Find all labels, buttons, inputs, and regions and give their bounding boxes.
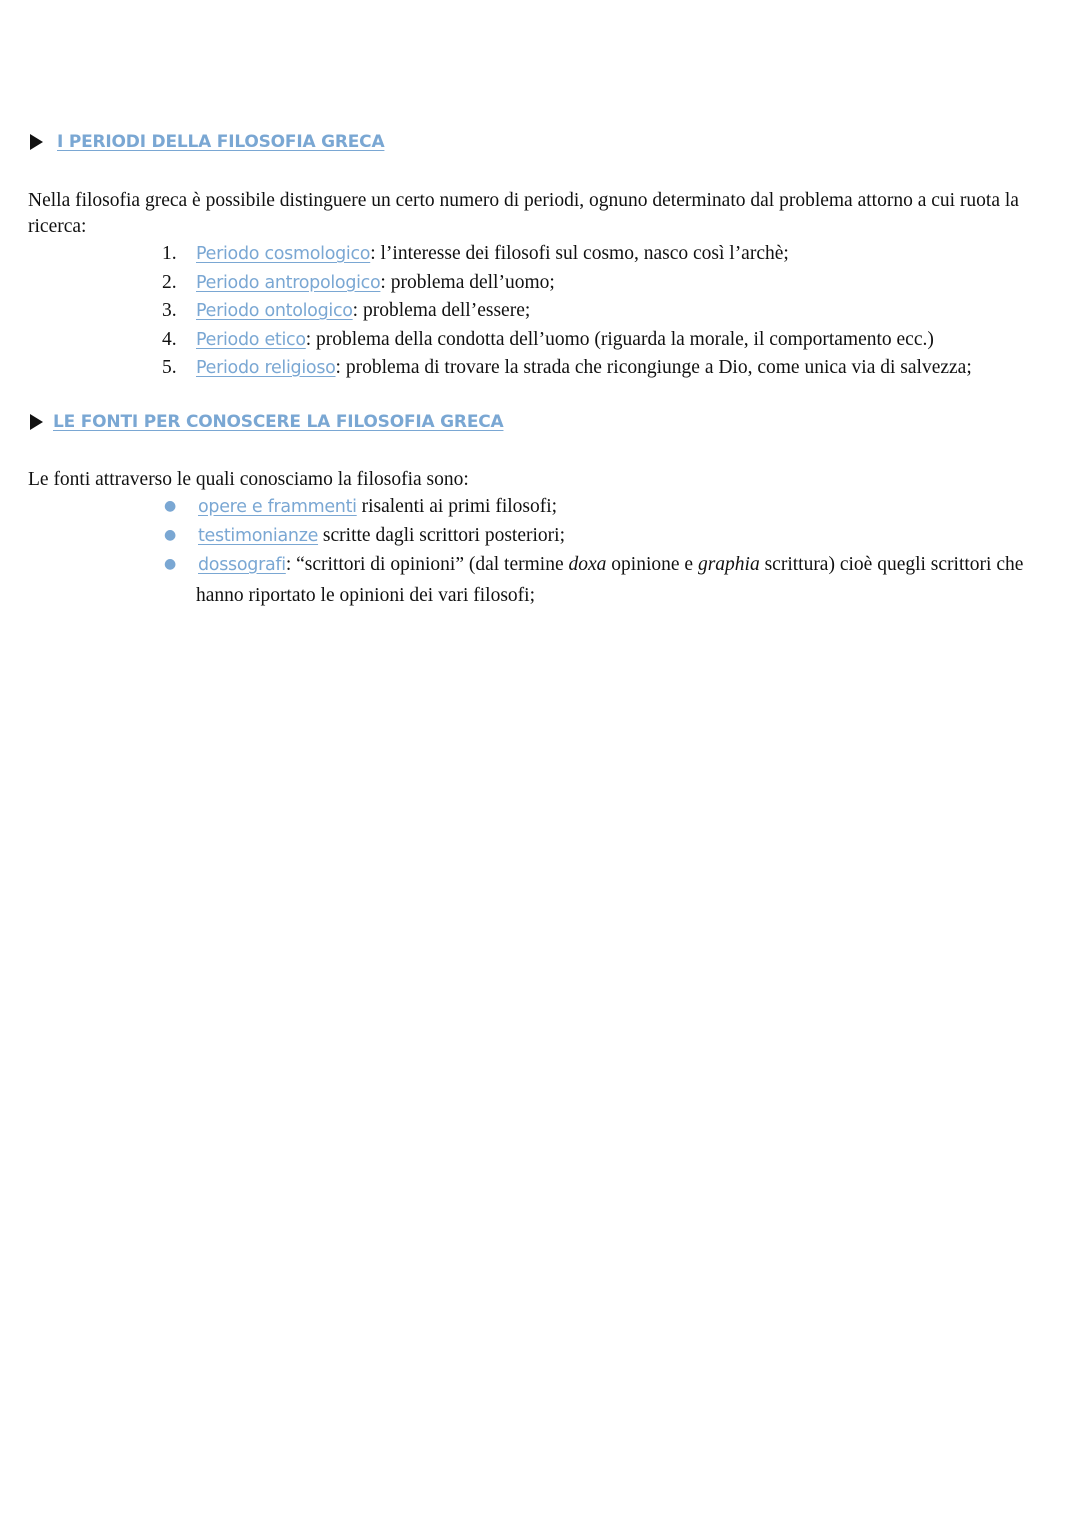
heading-text: I PERIODI DELLA FILOSOFIA GRECA (57, 132, 385, 152)
term-link: opere e frammenti (198, 497, 357, 517)
list-item (162, 296, 1042, 326)
section-heading-fonti (30, 412, 503, 432)
item-text: : “scrittori di opinioni” (dal termine (285, 554, 569, 575)
intro-paragraph: Le fonti attraverso le quali conosciamo la filosofia sono: (28, 469, 469, 490)
term-link: dossografi (198, 555, 286, 575)
item-text: : problema dell’essere; (352, 300, 531, 321)
item-text: scrittura) cioè quegli scrittori che (759, 554, 1024, 575)
term-link: Periodo cosmologico (196, 244, 371, 264)
list-number: 1. (162, 243, 177, 264)
triangle-bullet-icon (30, 414, 43, 430)
list-item (162, 353, 1042, 383)
heading-text: LE FONTI PER CONOSCERE LA FILOSOFIA GRECA (53, 412, 504, 432)
list-item (162, 492, 1042, 523)
item-text-continuation: hanno riportato le opinioni dei vari filosofi; (196, 585, 536, 606)
item-text: risalenti ai primi filosofi; (356, 496, 558, 517)
list-item (162, 268, 1042, 298)
italic-term: doxa (568, 554, 607, 575)
bullet-icon: ● (164, 556, 177, 572)
list-item (162, 550, 1042, 610)
term-link: Periodo antropologico (196, 273, 381, 293)
item-text: : problema della condotta dell’uomo (riguarda la morale, il comportamento ecc.) (305, 329, 934, 350)
item-text: : problema dell’uomo; (380, 272, 555, 293)
triangle-bullet-icon (30, 134, 43, 150)
term-link: Periodo religioso (196, 358, 336, 378)
list-item (162, 325, 1042, 355)
bullet-icon: ● (164, 527, 177, 543)
list-number: 4. (162, 329, 177, 350)
bullet-icon: ● (164, 498, 177, 514)
item-text: : problema di trovare la strada che ricongiunge a Dio, come unica via di salvezza; (335, 357, 972, 378)
item-text: scritte dagli scrittori posteriori; (318, 525, 565, 546)
italic-term: graphia (697, 554, 760, 575)
list-number: 3. (162, 300, 177, 321)
item-text: opinione e (606, 554, 698, 575)
item-text: : l’interesse dei filosofi sul cosmo, nasco così l’archè; (370, 243, 789, 264)
term-link: testimonianze (198, 526, 319, 546)
list-number: 5. (162, 357, 177, 378)
section-heading-periodi (30, 132, 384, 152)
list-item (162, 239, 1042, 269)
intro-paragraph: Nella filosofia greca è possibile distinguere un certo numero di periodi, ognuno determinato dal problema attorno a cui ruota la ricerca: (28, 190, 1019, 237)
term-link: Periodo ontologico (196, 301, 353, 321)
list-number: 2. (162, 272, 177, 293)
term-link: Periodo etico (196, 330, 306, 350)
list-item (162, 521, 1042, 552)
